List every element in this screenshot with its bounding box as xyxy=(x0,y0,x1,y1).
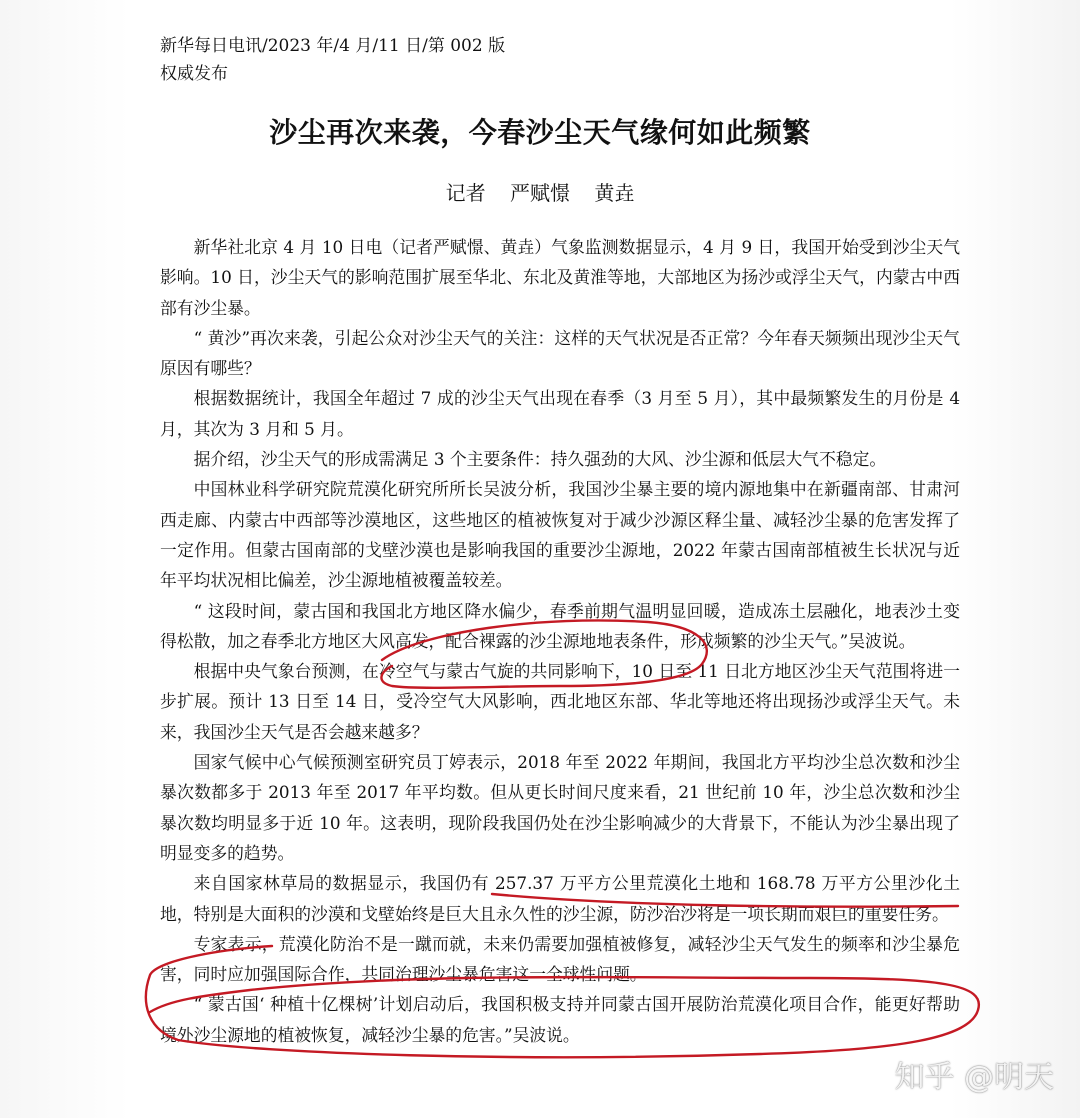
article-paragraph: 据介绍，沙尘天气的形成需满足 3 个主要条件：持久强劲的大风、沙尘源和低层大气不稳定。 xyxy=(193,449,887,470)
article-paragraph: “ 这段时间，蒙古国和我国北方地区降水偏少，春季前期气温明显回暖，造成冻土层融化，地表沙土变得松散，加之春季北方地区大风高发，配合裸露的沙尘源地地表条件，形成频繁的沙尘天气。”吴波说。 xyxy=(160,600,960,651)
author-name: 黄垚 xyxy=(594,181,635,205)
byline xyxy=(0,178,1080,208)
article-paragraph: 根据中央气象台预测，在冷空气与蒙古气旋的共同影响下，10 日至 11 日北方地区沙尘天气范围将进一步扩展。预计 13 日至 14 日，受冷空气大风影响，西北地区东部、华北等地还将出现扬沙或浮尘天气。未来，我国沙尘天气是否会越来越多？ xyxy=(160,661,960,742)
article-paragraph: 根据数据统计，我国全年超过 7 成的沙尘天气出现在春季（3 月至 5 月），其中最频繁发生的月份是 4 月，其次为 3 月和 5 月。 xyxy=(160,388,960,439)
article-paragraph: “ 黄沙”再次来袭，引起公众对沙尘天气的关注：这样的天气状况是否正常？今年春天频频出现沙尘天气原因有哪些？ xyxy=(160,327,960,379)
article-paragraph: 来自国家林草局的数据显示，我国仍有 257.37 万平方公里荒漠化土地和 168.78 万平方公里沙化土地，特别是大面积的沙漠和戈壁始终是巨大且永久性的沙尘源，防沙治沙将是一项长期而艰巨的重要任务。 xyxy=(160,873,960,924)
article-body xyxy=(160,232,960,1050)
author-name: 严赋憬 xyxy=(510,181,570,205)
article-paragraph: 国家气候中心气候预测室研究员丁婷表示，2018 年至 2022 年期间，我国北方平均沙尘总次数和沙尘暴次数都多于 2013 年至 2017 年平均数。但从更长时间尺度来看，21 世纪前 10 年，沙尘总次数和沙尘暴次数均明显多于近 10 年。这表明，现阶段我国仍处在沙尘影响减少的大背景下，不能认为沙尘暴出现了明显变多的趋势。 xyxy=(160,752,960,863)
headline: 沙尘再次来袭，今春沙尘天气缘何如此频繁 xyxy=(269,116,811,149)
dateline: 新华每日电讯/2023 年/4 月/11 日/第 002 版 xyxy=(160,36,506,56)
article-paragraph: 新华社北京 4 月 10 日电（记者严赋憬、黄垚）气象监测数据显示，4 月 9 日，我国开始受到沙尘天气影响。10 日，沙尘天气的影响范围扩展至华北、东北及黄淮等地，大部地区为扬沙或浮尘天气，内蒙古中西部有沙尘暴。 xyxy=(160,237,960,318)
article-paragraph: 中国林业科学研究院荒漠化研究所所长吴波分析，我国沙尘暴主要的境内源地集中在新疆南部、甘肃河西走廊、内蒙古中西部等沙漠地区，这些地区的植被恢复对于减少沙源区释尘量、减轻沙尘暴的危害发挥了一定作用。但蒙古国南部的戈壁沙漠也是影响我国的重要沙尘源地，2022 年蒙古国南部植被生长状况与近年平均状况相比偏差，沙尘源地植被覆盖较差。 xyxy=(160,479,960,591)
byline-label: 记者 xyxy=(445,181,486,205)
watermark: 知乎 @明天 xyxy=(894,1060,1054,1095)
article-paragraph: “ 蒙古国‘ 种植十亿棵树’计划启动后，我国积极支持并同蒙古国开展防治荒漠化项目合作，能更好帮助境外沙尘源地的植被恢复，减轻沙尘暴的危害。”吴波说。 xyxy=(160,994,960,1045)
section-label: 权威发布 xyxy=(160,64,228,84)
article-paragraph: 专家表示，荒漠化防治不是一蹴而就，未来仍需要加强植被修复，减轻沙尘天气发生的频率和沙尘暴危害，同时应加强国际合作，共同治理沙尘暴危害这一全球性问题。 xyxy=(160,933,960,985)
